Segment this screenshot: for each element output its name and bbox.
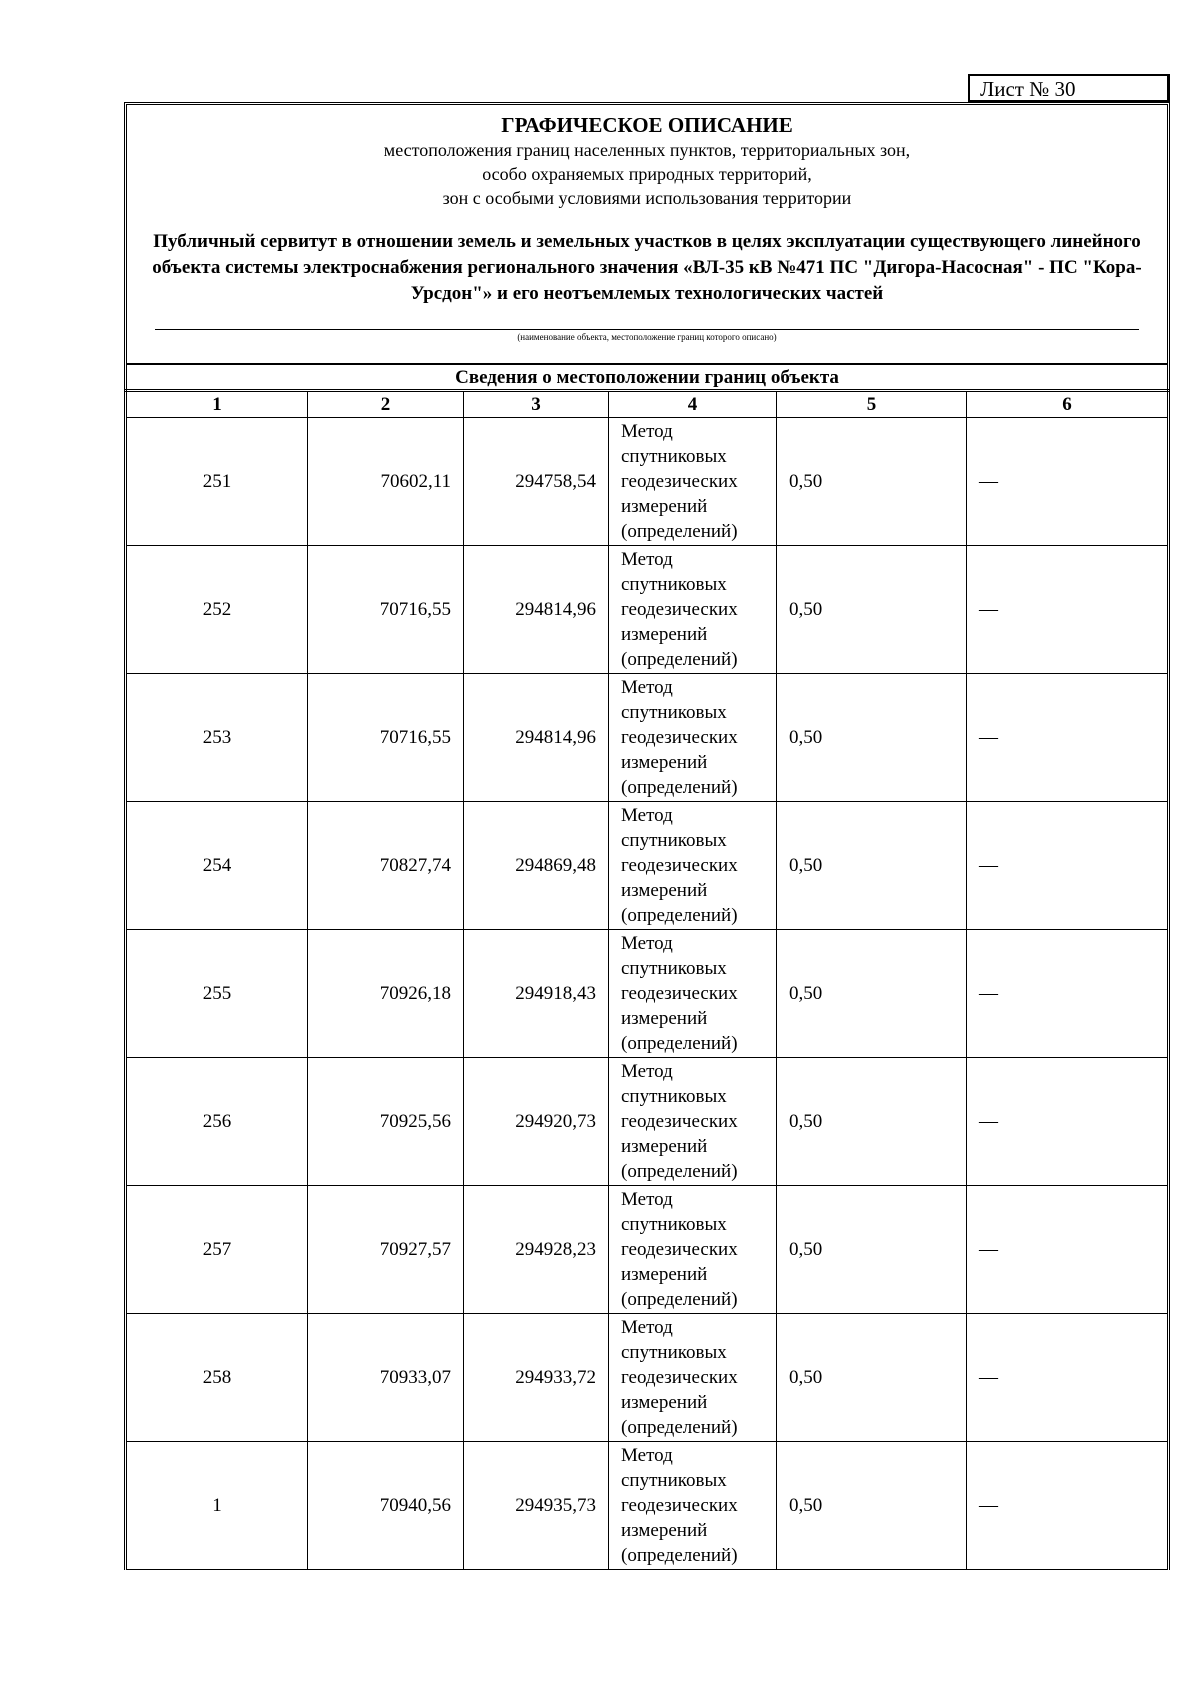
table-row xyxy=(126,546,1169,674)
object-name: Публичный сервитут в отношении земель и земельных участков в целях эксплуатации существующего линейного объекта системы электроснабжения регионального значения «ВЛ-35 кВ №471 ПС "Дигора-Насосная" - ПС "Кора-Урсдон"» и его неотъемлемых технологических частей xyxy=(152,231,1142,304)
header-divider xyxy=(127,363,1167,365)
object-name-underline xyxy=(155,329,1139,330)
method-cell: Метод спутниковых геодезических измерений (определений) xyxy=(609,1314,777,1442)
method-cell: Метод спутниковых геодезических измерений (определений) xyxy=(609,674,777,802)
point-number-cell: 253 xyxy=(126,674,308,802)
point-number-cell: 258 xyxy=(126,1314,308,1442)
point-number-cell: 251 xyxy=(126,418,308,546)
x-coordinate-cell: 70933,07 xyxy=(308,1314,464,1442)
accuracy-cell: 0,50 xyxy=(777,674,967,802)
description-cell: — xyxy=(967,802,1169,930)
table-row xyxy=(126,1186,1169,1314)
method-cell: Метод спутниковых геодезических измерений (определений) xyxy=(609,1442,777,1570)
x-coordinate-cell: 70602,11 xyxy=(308,418,464,546)
point-number-cell: 252 xyxy=(126,546,308,674)
section-title: Сведения о местоположении границ объекта xyxy=(455,367,839,388)
point-number-cell: 256 xyxy=(126,1058,308,1186)
column-header: 1 xyxy=(126,391,308,418)
accuracy-cell: 0,50 xyxy=(777,1442,967,1570)
y-coordinate-cell: 294814,96 xyxy=(464,546,609,674)
table-row xyxy=(126,1442,1169,1570)
accuracy-cell: 0,50 xyxy=(777,418,967,546)
x-coordinate-cell: 70827,74 xyxy=(308,802,464,930)
description-cell: — xyxy=(967,546,1169,674)
document-header xyxy=(124,102,1170,391)
table-header-row xyxy=(126,391,1169,418)
point-number-cell: 257 xyxy=(126,1186,308,1314)
description-cell: — xyxy=(967,1186,1169,1314)
y-coordinate-cell: 294935,73 xyxy=(464,1442,609,1570)
table-row xyxy=(126,930,1169,1058)
accuracy-cell: 0,50 xyxy=(777,1314,967,1442)
point-number-cell: 255 xyxy=(126,930,308,1058)
accuracy-cell: 0,50 xyxy=(777,930,967,1058)
y-coordinate-cell: 294933,72 xyxy=(464,1314,609,1442)
y-coordinate-cell: 294758,54 xyxy=(464,418,609,546)
accuracy-cell: 0,50 xyxy=(777,802,967,930)
column-header: 3 xyxy=(464,391,609,418)
point-number-cell: 1 xyxy=(126,1442,308,1570)
description-cell: — xyxy=(967,418,1169,546)
table-row xyxy=(126,1058,1169,1186)
document-subtitle-line-1: местоположения границ населенных пунктов, территориальных зон, xyxy=(383,140,911,160)
method-cell: Метод спутниковых геодезических измерений (определений) xyxy=(609,418,777,546)
y-coordinate-cell: 294869,48 xyxy=(464,802,609,930)
table-row xyxy=(126,802,1169,930)
document-title: ГРАФИЧЕСКОЕ ОПИСАНИЕ xyxy=(501,113,793,137)
sheet-number-box xyxy=(968,74,1170,102)
x-coordinate-cell: 70716,55 xyxy=(308,546,464,674)
point-number-cell: 254 xyxy=(126,802,308,930)
method-cell: Метод спутниковых геодезических измерений (определений) xyxy=(609,802,777,930)
method-cell: Метод спутниковых геодезических измерений (определений) xyxy=(609,930,777,1058)
description-cell: — xyxy=(967,1314,1169,1442)
x-coordinate-cell: 70940,56 xyxy=(308,1442,464,1570)
y-coordinate-cell: 294928,23 xyxy=(464,1186,609,1314)
column-header: 4 xyxy=(609,391,777,418)
column-header: 6 xyxy=(967,391,1169,418)
description-cell: — xyxy=(967,930,1169,1058)
accuracy-cell: 0,50 xyxy=(777,1186,967,1314)
x-coordinate-cell: 70927,57 xyxy=(308,1186,464,1314)
description-cell: — xyxy=(967,674,1169,802)
description-cell: — xyxy=(967,1442,1169,1570)
x-coordinate-cell: 70925,56 xyxy=(308,1058,464,1186)
document-subtitle-line-3: зон с особыми условиями использования территории xyxy=(442,188,852,208)
sheet-number: Лист № 30 xyxy=(980,77,1076,101)
column-header: 2 xyxy=(308,391,464,418)
column-header: 5 xyxy=(777,391,967,418)
accuracy-cell: 0,50 xyxy=(777,546,967,674)
x-coordinate-cell: 70926,18 xyxy=(308,930,464,1058)
table-row xyxy=(126,1314,1169,1442)
method-cell: Метод спутниковых геодезических измерений (определений) xyxy=(609,546,777,674)
method-cell: Метод спутниковых геодезических измерений (определений) xyxy=(609,1058,777,1186)
method-cell: Метод спутниковых геодезических измерений (определений) xyxy=(609,1186,777,1314)
y-coordinate-cell: 294814,96 xyxy=(464,674,609,802)
table-row xyxy=(126,418,1169,546)
description-cell: — xyxy=(967,1058,1169,1186)
table-row xyxy=(126,674,1169,802)
object-name-caption: (наименование объекта, местоположение границ которого описано) xyxy=(517,332,777,342)
boundary-coordinates-table xyxy=(124,389,1170,1570)
accuracy-cell: 0,50 xyxy=(777,1058,967,1186)
y-coordinate-cell: 294920,73 xyxy=(464,1058,609,1186)
y-coordinate-cell: 294918,43 xyxy=(464,930,609,1058)
document-subtitle-line-2: особо охраняемых природных территорий, xyxy=(482,164,812,184)
x-coordinate-cell: 70716,55 xyxy=(308,674,464,802)
